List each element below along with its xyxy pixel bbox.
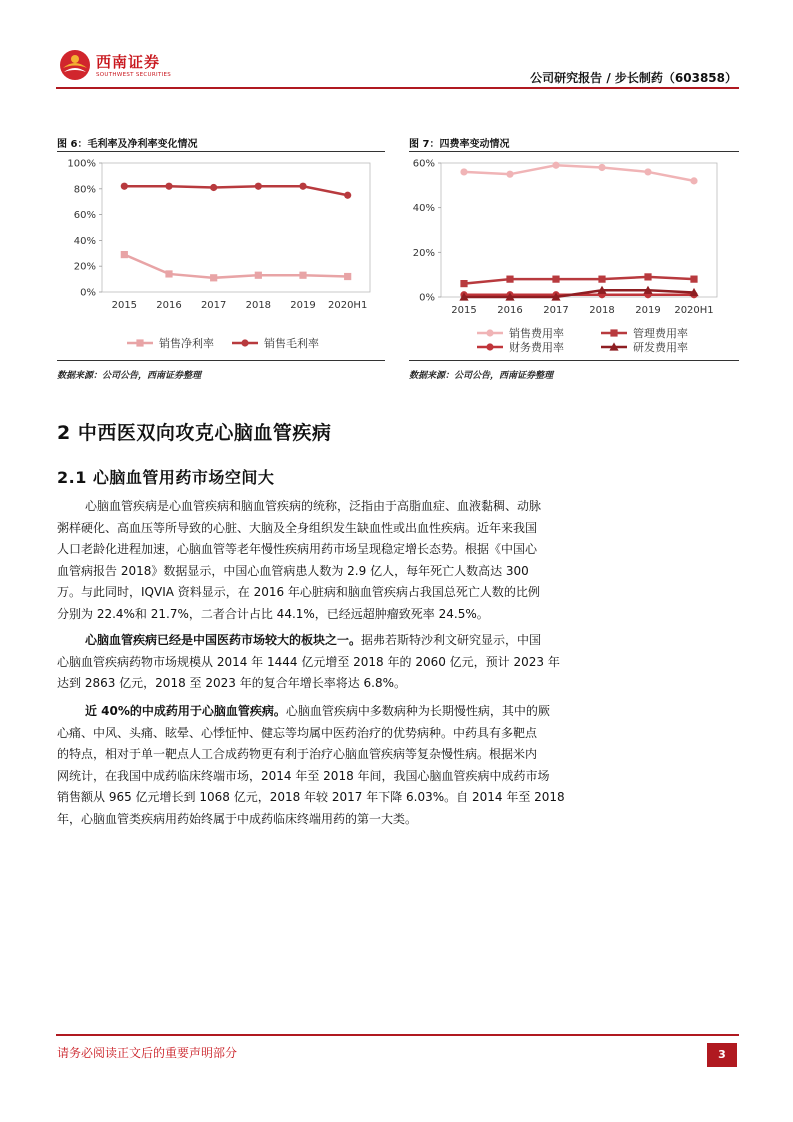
legend-label: 财务费用率 — [509, 341, 564, 354]
chart-margin-rates — [57, 153, 385, 358]
data-point — [460, 280, 467, 287]
legend-label: 销售费用率 — [509, 327, 564, 340]
data-point — [210, 274, 217, 281]
x-tick-label: 2015 — [111, 300, 138, 311]
logo-emblem-icon — [58, 48, 92, 82]
header-rule — [56, 87, 739, 89]
para-3-line: 的特点，相对于单一靶点人工合成药物更有利于治疗心脑血管疾病等复杂慢性病。根据米内 — [57, 747, 538, 761]
series-line — [124, 255, 347, 278]
para-2-line: 据弗若斯特沙利文研究显示，中国 — [361, 633, 542, 647]
footer-rule — [56, 1034, 739, 1036]
legend-label: 销售毛利率 — [264, 337, 319, 350]
figure-7-top-rule — [409, 151, 739, 152]
para-3-lead: 近 40%的中成药用于心脑血管疾病。 — [85, 704, 286, 718]
x-tick-label: 2018 — [245, 300, 272, 311]
legend-marker — [486, 329, 493, 336]
figure-6-source: 数据来源：公司公告，西南证券整理 — [57, 371, 202, 381]
para-1-line: 万。与此同时，IQVIA 资料显示，在 2016 年心脏病和脑血管疾病占我国总死亡人数的比例 — [57, 585, 540, 599]
y-tick-label: 0% — [419, 292, 435, 304]
data-point — [598, 164, 605, 171]
data-point — [255, 272, 262, 279]
para-3-first-line — [57, 701, 740, 723]
y-tick-label: 20% — [73, 261, 96, 273]
data-point — [598, 276, 605, 283]
legend-marker — [136, 339, 143, 346]
legend-marker — [486, 343, 493, 350]
para-1-line: 分别为 22.4%和 21.7%，二者合计占比 44.1%，已经远超肿瘤致死率 24.5%。 — [57, 606, 489, 621]
x-tick-label: 2017 — [543, 305, 569, 316]
y-tick-label: 40% — [412, 203, 435, 215]
series-line — [464, 165, 694, 181]
data-point — [460, 168, 467, 175]
para-3-line: 心痛、中风、头痛、眩晕、心悸怔忡、健忘等均属中医药治疗的优势病种。中药具有多靶点 — [57, 725, 538, 740]
paragraph-3 — [57, 701, 740, 830]
x-tick-label: 2020H1 — [674, 305, 714, 316]
data-point — [344, 192, 351, 199]
x-tick-label: 2018 — [589, 305, 615, 316]
figure-6-top-rule — [57, 151, 385, 152]
chart-expense-rates — [409, 153, 739, 358]
x-tick-label: 2019 — [635, 305, 661, 316]
plot-frame — [102, 163, 370, 292]
para-3-line: 网统计，在我国中成药临床终端市场，2014 年至 2018 年间，我国心脑血管疾病中成药市场 — [57, 768, 550, 783]
legend-marker — [241, 339, 248, 346]
legend-marker — [610, 329, 617, 336]
x-tick-label: 2015 — [451, 305, 477, 316]
para-2-first-line — [57, 630, 740, 652]
disclaimer-note: 请务必阅读正文后的重要声明部分 — [57, 1046, 238, 1060]
legend-label: 销售净利率 — [159, 337, 214, 350]
data-point — [299, 272, 306, 279]
x-tick-label: 2019 — [290, 300, 316, 311]
y-tick-label: 100% — [67, 158, 96, 170]
legend-label: 管理费用率 — [633, 327, 688, 340]
plot-frame — [441, 163, 717, 297]
paragraph-1 — [57, 496, 740, 625]
figure-7-bottom-rule — [409, 360, 739, 361]
para-1-line: 粥样硬化、高血压等所导致的心脏、大脑及全身组织发生缺血性或出血性疾病。近年来我国 — [57, 520, 538, 535]
y-tick-label: 40% — [73, 235, 96, 247]
logo-en-text: SOUTHWEST SECURITIES — [96, 72, 172, 78]
paragraph-2 — [57, 630, 740, 695]
logo-cn-text: 西南证券 — [96, 53, 161, 71]
para-1-line: 人口老龄化进程加速，心脑血管等老年慢性疾病用药市场呈现稳定增长态势。根据《中国心 — [57, 542, 538, 556]
figure-6-title: 图 6：毛利率及净利率变化情况 — [57, 139, 198, 150]
data-point — [690, 276, 697, 283]
data-point — [506, 276, 513, 283]
report-header-title: 公司研究报告 / 步长制药（603858） — [530, 71, 737, 85]
data-point — [506, 171, 513, 178]
para-2-line: 达到 2863 亿元，2018 至 2023 年的复合年增长率将达 6.8%。 — [57, 676, 406, 690]
data-point — [690, 177, 697, 184]
data-point — [552, 162, 559, 169]
data-point — [644, 168, 651, 175]
series-line — [464, 277, 694, 284]
data-point — [165, 183, 172, 190]
x-tick-label: 2020H1 — [327, 300, 368, 311]
data-point — [255, 183, 262, 190]
y-tick-label: 60% — [73, 210, 96, 222]
data-point — [121, 251, 128, 258]
section-heading: 2 中西医双向攻克心脑血管疾病 — [57, 422, 332, 444]
y-tick-label: 20% — [412, 247, 435, 259]
figure-6-bottom-rule — [57, 360, 385, 361]
para-3-line: 年，心脑血管类疾病用药始终属于中成药临床终端用药的第一大类。 — [57, 811, 418, 826]
figure-7-title: 图 7：四费率变动情况 — [409, 139, 510, 150]
page-number: 3 — [707, 1043, 737, 1067]
subsection-heading: 2.1 心脑血管用药市场空间大 — [57, 468, 275, 487]
para-3-line: 销售额从 965 亿元增长到 1068 亿元，2018 年较 2017 年下降 6.03%。自 2014 年至 2018 — [57, 790, 565, 804]
para-2-lead: 心脑血管疾病已经是中国医药市场较大的板块之一。 — [85, 633, 362, 647]
x-tick-label: 2017 — [200, 300, 227, 311]
data-point — [165, 270, 172, 277]
para-3-line: 心脑血管疾病中多数病种为长期慢性病，其中的厥 — [285, 704, 550, 718]
figure-7-source: 数据来源：公司公告，西南证券整理 — [409, 371, 554, 381]
data-point — [210, 184, 217, 191]
series-line — [124, 186, 347, 195]
para-1-line: 心脑血管疾病是心血管疾病和脑血管疾病的统称，泛指由于高脂血症、血液黏稠、动脉 — [85, 499, 542, 513]
company-logo — [58, 48, 178, 82]
data-point — [299, 183, 306, 190]
para-2-line: 心脑血管疾病药物市场规模从 2014 年 1444 亿元增至 2018 年的 2060 亿元，预计 2023 年 — [57, 654, 560, 669]
legend-label: 研发费用率 — [633, 341, 688, 354]
data-point — [552, 276, 559, 283]
data-point — [121, 183, 128, 190]
x-tick-label: 2016 — [156, 300, 182, 311]
y-tick-label: 0% — [80, 287, 96, 299]
y-tick-label: 60% — [412, 158, 435, 170]
para-1-line: 血管病报告 2018》数据显示，中国心血管病患人数为 2.9 亿人，每年死亡人数高达 300 — [57, 563, 529, 578]
data-point — [644, 273, 651, 280]
data-point — [344, 273, 351, 280]
y-tick-label: 80% — [73, 184, 96, 196]
x-tick-label: 2016 — [497, 305, 523, 316]
